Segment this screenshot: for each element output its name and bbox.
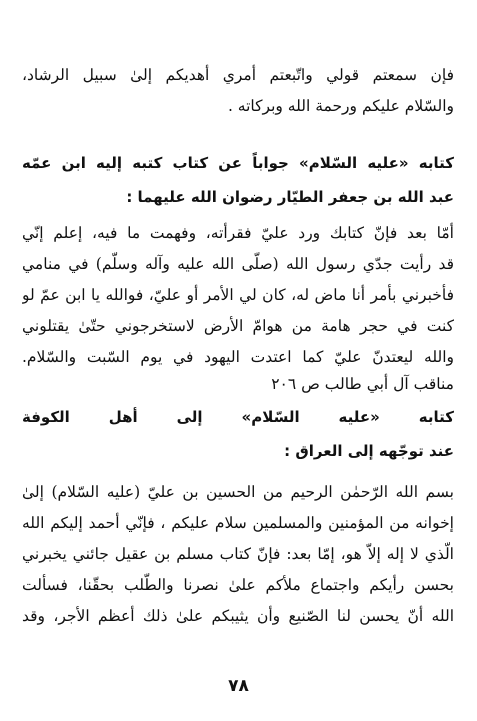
paragraph-top xyxy=(22,60,454,122)
heading-letter-to-abdullah xyxy=(22,146,454,214)
text-line: بحسن رأيكم واجتماع ملأكم علىٰ نصرنا والطّلب بحقّنا، فسألت xyxy=(22,576,454,594)
text-line: قد رأيت جدّي رسول الله (صلّى الله عليه وآله وسلّم) في منامي xyxy=(22,255,454,273)
text-line: كنت في حجر هامة من هوامّ الأرض لاستخرجوني حتّىٰ يقتلوني xyxy=(22,317,454,335)
page-number: ٧٨ xyxy=(228,676,249,696)
heading-line: كتابه «عليه السّلام» إلى أهل الكوفة xyxy=(22,408,454,426)
heading-letter-to-kufa xyxy=(22,400,454,468)
text-line: بسم الله الرّحمٰن الرحيم من الحسين بن عليّ (عليه السّلام) إلىٰ xyxy=(22,483,454,501)
heading-line: عند توجّهه إلى العراق : xyxy=(284,442,454,460)
text-line: أمّا بعد فإنّ كتابك ورد عليّ فقرأته، وفهمت ما فيه، إعلم إنّي xyxy=(22,224,454,242)
heading-line: عبد الله بن جعفر الطيّار رضوان الله عليهما : xyxy=(126,188,454,206)
heading-line: كتابه «عليه السّلام» جواباً عن كتاب كتبه إليه ابن عمّه xyxy=(22,154,454,172)
text-line: والسّلام عليكم ورحمة الله وبركاته . xyxy=(227,97,454,115)
text-line: إخوانه من المؤمنين والمسلمين سلام عليكم ، فإنّي أحمد إليكم الله xyxy=(22,514,454,532)
source-citation: مناقب آل أبي طالب ص ٢٠٦ xyxy=(271,375,454,393)
paragraph-middle xyxy=(22,218,454,373)
paragraph-bottom xyxy=(22,477,454,632)
text-line: فأخبرني بأمر أنا ماض له، كان لي الأمر أو عليّ، فوالله يا ابن عمّ لو xyxy=(22,286,454,304)
text-line: الّذي لا إله إلاّ هو، إمّا بعد: فإنّ كتاب مسلم بن عقيل جائني يخبرني xyxy=(22,545,454,563)
text-line: فإن سمعتم قولي واتّبعتم أمري أهديكم إلىٰ سبيل الرشاد، xyxy=(22,66,454,84)
text-line: الله أنّ يحسن لنا الصّنيع وأن يثيبكم علىٰ ذلك أعظم الأجر، وقد xyxy=(22,607,454,625)
text-line: والله ليعتدنّ عليّ كما اعتدت اليهود في يوم السّبت والسّلام. xyxy=(22,348,454,366)
